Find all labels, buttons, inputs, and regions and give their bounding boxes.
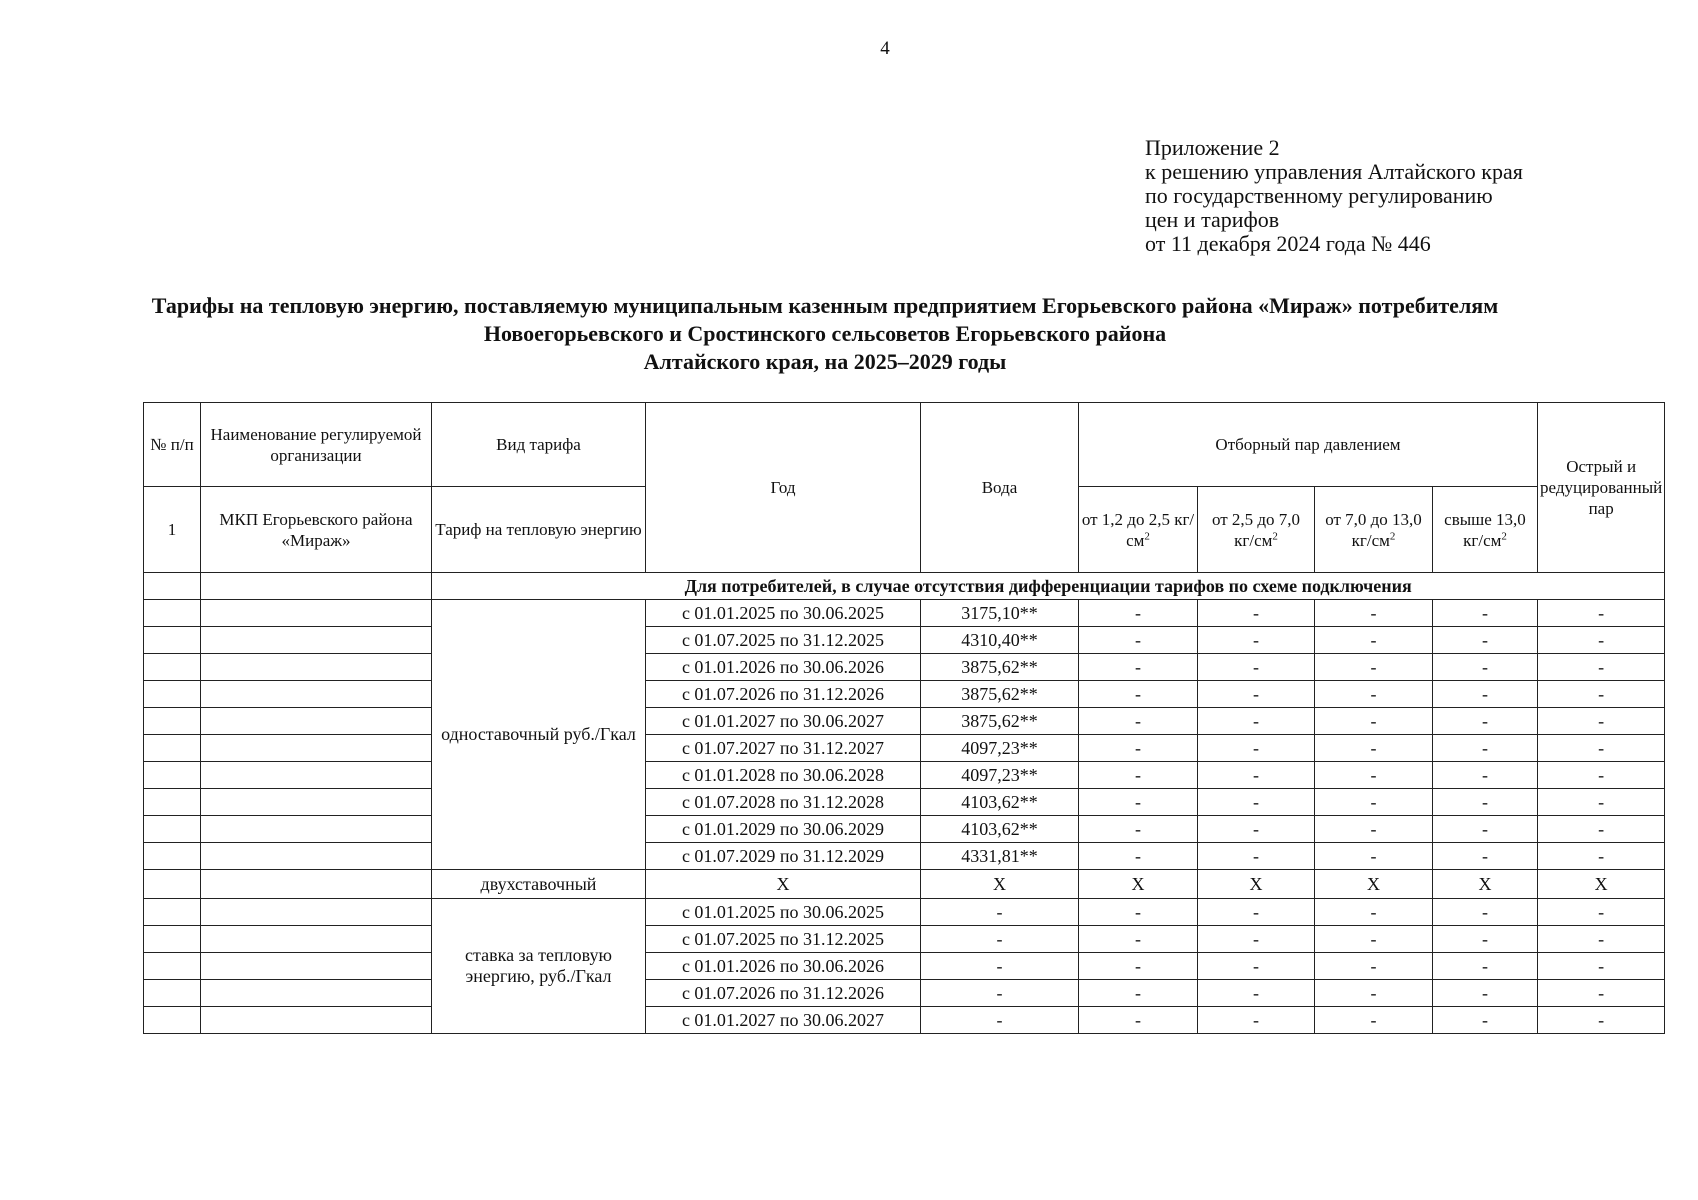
water-value: - (921, 926, 1079, 953)
value-cell: - (1433, 654, 1538, 681)
value-cell: - (1538, 735, 1665, 762)
section-row (144, 573, 1665, 600)
value-cell: - (1433, 953, 1538, 980)
water-value: 4310,40** (921, 627, 1079, 654)
header-steam-2-text: от 2,5 до 7,0 кг/см (1211, 509, 1301, 550)
x-cell: X (1315, 870, 1433, 899)
table-row (144, 708, 1665, 735)
value-cell: - (1538, 843, 1665, 870)
period-cell: с 01.01.2028 по 30.06.2028 (646, 762, 921, 789)
value-cell: - (1315, 1007, 1433, 1034)
header-row (144, 403, 1665, 487)
empty-cell (201, 953, 432, 980)
period-cell: с 01.01.2027 по 30.06.2027 (646, 1007, 921, 1034)
empty-cell (144, 926, 201, 953)
water-value: 4331,81** (921, 843, 1079, 870)
empty-cell (201, 789, 432, 816)
org-name: МКП Егорьевского района «Мираж» (201, 487, 432, 573)
header-sharp-steam: Острый и редуцированный пар (1538, 403, 1665, 573)
value-cell: - (1198, 654, 1315, 681)
value-cell: - (1538, 980, 1665, 1007)
water-value: 4103,62** (921, 816, 1079, 843)
table-row (144, 654, 1665, 681)
value-cell: - (1315, 980, 1433, 1007)
period-cell: с 01.07.2028 по 31.12.2028 (646, 789, 921, 816)
appendix-line: по государственному регулированию (1145, 183, 1493, 208)
header-steam-3-text: от 7,0 до 13,0 кг/см (1325, 509, 1422, 550)
water-value: - (921, 980, 1079, 1007)
value-cell: - (1315, 600, 1433, 627)
value-cell: - (1433, 899, 1538, 926)
value-cell: - (1079, 762, 1198, 789)
period-cell: с 01.07.2025 по 31.12.2025 (646, 926, 921, 953)
header-steam-1-text: от 1,2 до 2,5 кг/см (1081, 509, 1195, 550)
empty-cell (144, 681, 201, 708)
value-cell: - (1315, 762, 1433, 789)
value-cell: - (1315, 708, 1433, 735)
table-body (144, 403, 1665, 1034)
period-cell: с 01.01.2025 по 30.06.2025 (646, 600, 921, 627)
value-cell: - (1433, 789, 1538, 816)
value-cell: - (1315, 843, 1433, 870)
value-cell: - (1538, 953, 1665, 980)
section-title: Для потребителей, в случае отсутствия дифференциации тарифов по схеме подключения (432, 573, 1665, 600)
water-value: 3875,62** (921, 708, 1079, 735)
value-cell: - (1079, 899, 1198, 926)
header-steam-4-text: свыше 13,0 кг/см (1444, 509, 1526, 550)
value-cell: - (1538, 789, 1665, 816)
value-cell: - (1079, 1007, 1198, 1034)
value-cell: - (1079, 735, 1198, 762)
value-cell: - (1079, 654, 1198, 681)
table-row (144, 600, 1665, 627)
value-cell: - (1538, 627, 1665, 654)
x-cell: X (646, 870, 921, 899)
header-year: Год (646, 403, 921, 573)
appendix-line: цен и тарифов (1145, 207, 1280, 232)
empty-cell (144, 816, 201, 843)
value-cell: - (1198, 953, 1315, 980)
header-organization: Наименование регулируемой организации (201, 403, 432, 487)
value-cell: - (1198, 899, 1315, 926)
value-cell: - (1433, 1007, 1538, 1034)
value-cell: - (1198, 843, 1315, 870)
period-cell: с 01.01.2029 по 30.06.2029 (646, 816, 921, 843)
table-row (144, 735, 1665, 762)
water-value: 4097,23** (921, 762, 1079, 789)
empty-cell (201, 870, 432, 899)
empty-cell (201, 573, 432, 600)
value-cell: - (1198, 926, 1315, 953)
superscript: 2 (1272, 529, 1278, 542)
header-steam-2 (1198, 487, 1315, 573)
title-line: Новоегорьевского и Сростинского сельсоветов Егорьевского района (483, 321, 1167, 346)
value-cell: - (1538, 654, 1665, 681)
empty-cell (144, 627, 201, 654)
empty-cell (144, 843, 201, 870)
value-cell: - (1198, 735, 1315, 762)
empty-cell (201, 654, 432, 681)
value-cell: - (1198, 789, 1315, 816)
value-cell: - (1198, 600, 1315, 627)
value-cell: - (1433, 600, 1538, 627)
empty-cell (201, 600, 432, 627)
water-value: 3875,62** (921, 654, 1079, 681)
value-cell: - (1198, 681, 1315, 708)
value-cell: - (1433, 843, 1538, 870)
table-row (144, 843, 1665, 870)
water-value: 4097,23** (921, 735, 1079, 762)
value-cell: - (1538, 681, 1665, 708)
empty-cell (144, 654, 201, 681)
value-cell: - (1198, 708, 1315, 735)
value-cell: - (1433, 816, 1538, 843)
value-cell: - (1079, 600, 1198, 627)
value-cell: - (1079, 708, 1198, 735)
header-tariff-type: Вид тарифа (432, 403, 646, 487)
tariff-label-two-rate: двухставочный (432, 870, 646, 899)
title-line: Тарифы на тепловую энергию, поставляемую муниципальным казенным предприятием Егорьевского района «Мираж» потребителям (151, 293, 1499, 318)
empty-cell (201, 735, 432, 762)
value-cell: - (1433, 762, 1538, 789)
value-cell: - (1315, 627, 1433, 654)
empty-cell (201, 926, 432, 953)
empty-cell (201, 1007, 432, 1034)
table-row (144, 627, 1665, 654)
water-value: - (921, 953, 1079, 980)
value-cell: - (1079, 816, 1198, 843)
header-water: Вода (921, 403, 1079, 573)
header-steam-1 (1079, 487, 1198, 573)
superscript: 2 (1144, 529, 1150, 542)
value-cell: - (1538, 1007, 1665, 1034)
empty-cell (144, 789, 201, 816)
period-cell: с 01.01.2026 по 30.06.2026 (646, 654, 921, 681)
value-cell: - (1198, 816, 1315, 843)
header-steam-group: Отборный пар давлением (1079, 403, 1538, 487)
period-cell: с 01.01.2026 по 30.06.2026 (646, 953, 921, 980)
x-cell: X (921, 870, 1079, 899)
value-cell: - (1079, 843, 1198, 870)
period-cell: с 01.07.2025 по 31.12.2025 (646, 627, 921, 654)
table-row-two-rate (144, 870, 1665, 899)
document-title (120, 292, 1530, 376)
x-cell: X (1433, 870, 1538, 899)
value-cell: - (1315, 735, 1433, 762)
appendix-block (1145, 136, 1523, 256)
tariff-label-one-rate: одноставочный руб./Гкал (432, 600, 646, 870)
value-cell: - (1198, 1007, 1315, 1034)
value-cell: - (1079, 980, 1198, 1007)
value-cell: - (1538, 600, 1665, 627)
period-cell: с 01.07.2026 по 31.12.2026 (646, 681, 921, 708)
value-cell: - (1433, 735, 1538, 762)
value-cell: - (1538, 899, 1665, 926)
header-number: № п/п (144, 403, 201, 487)
tariff-table (143, 402, 1665, 1034)
empty-cell (201, 708, 432, 735)
value-cell: - (1315, 789, 1433, 816)
page-number: 4 (880, 38, 890, 59)
value-cell: - (1079, 627, 1198, 654)
value-cell: - (1198, 627, 1315, 654)
value-cell: - (1433, 980, 1538, 1007)
empty-cell (144, 899, 201, 926)
water-value: 4103,62** (921, 789, 1079, 816)
empty-cell (144, 573, 201, 600)
empty-cell (201, 681, 432, 708)
superscript: 2 (1501, 529, 1507, 542)
value-cell: - (1315, 926, 1433, 953)
table-row (144, 789, 1665, 816)
table-row (144, 681, 1665, 708)
value-cell: - (1079, 789, 1198, 816)
value-cell: - (1538, 816, 1665, 843)
table-row (144, 816, 1665, 843)
value-cell: - (1079, 953, 1198, 980)
empty-cell (201, 816, 432, 843)
table-row (144, 953, 1665, 980)
x-cell: X (1198, 870, 1315, 899)
value-cell: - (1198, 980, 1315, 1007)
appendix-line: от 11 декабря 2024 года № 446 (1145, 231, 1431, 256)
empty-cell (201, 762, 432, 789)
table-row (144, 926, 1665, 953)
value-cell: - (1433, 708, 1538, 735)
value-cell: - (1538, 708, 1665, 735)
header-steam-4 (1433, 487, 1538, 573)
value-cell: - (1433, 681, 1538, 708)
org-number: 1 (144, 487, 201, 573)
period-cell: с 01.01.2027 по 30.06.2027 (646, 708, 921, 735)
superscript: 2 (1389, 529, 1396, 542)
empty-cell (144, 735, 201, 762)
value-cell: - (1198, 762, 1315, 789)
water-value: - (921, 1007, 1079, 1034)
empty-cell (201, 980, 432, 1007)
empty-cell (144, 980, 201, 1007)
empty-cell (201, 843, 432, 870)
title-line: Алтайского края, на 2025–2029 годы (643, 349, 1007, 374)
table-row (144, 762, 1665, 789)
value-cell: - (1433, 926, 1538, 953)
header-steam-3 (1315, 487, 1433, 573)
period-cell: с 01.07.2029 по 31.12.2029 (646, 843, 921, 870)
empty-cell (144, 708, 201, 735)
table-row (144, 1007, 1665, 1034)
appendix-line: к решению управления Алтайского края (1145, 159, 1523, 184)
empty-cell (144, 762, 201, 789)
period-cell: с 01.07.2027 по 31.12.2027 (646, 735, 921, 762)
period-cell: с 01.01.2025 по 30.06.2025 (646, 899, 921, 926)
x-cell: X (1538, 870, 1665, 899)
empty-cell (144, 1007, 201, 1034)
table-row (144, 980, 1665, 1007)
value-cell: - (1433, 627, 1538, 654)
value-cell: - (1079, 926, 1198, 953)
empty-cell (201, 899, 432, 926)
x-cell: X (1079, 870, 1198, 899)
value-cell: - (1315, 654, 1433, 681)
value-cell: - (1079, 681, 1198, 708)
value-cell: - (1315, 681, 1433, 708)
value-cell: - (1538, 926, 1665, 953)
empty-cell (144, 870, 201, 899)
table-row (144, 899, 1665, 926)
empty-cell (201, 627, 432, 654)
value-cell: - (1315, 899, 1433, 926)
water-value: - (921, 899, 1079, 926)
org-tariff: Тариф на тепловую энергию (432, 487, 646, 573)
value-cell: - (1315, 953, 1433, 980)
value-cell: - (1538, 762, 1665, 789)
water-value: 3175,10** (921, 600, 1079, 627)
period-cell: с 01.07.2026 по 31.12.2026 (646, 980, 921, 1007)
value-cell: - (1315, 816, 1433, 843)
appendix-line: Приложение 2 (1145, 135, 1280, 160)
tariff-label-energy-rate: ставка за тепловую энергию, руб./Гкал (432, 899, 646, 1034)
empty-cell (144, 600, 201, 627)
water-value: 3875,62** (921, 681, 1079, 708)
empty-cell (144, 953, 201, 980)
